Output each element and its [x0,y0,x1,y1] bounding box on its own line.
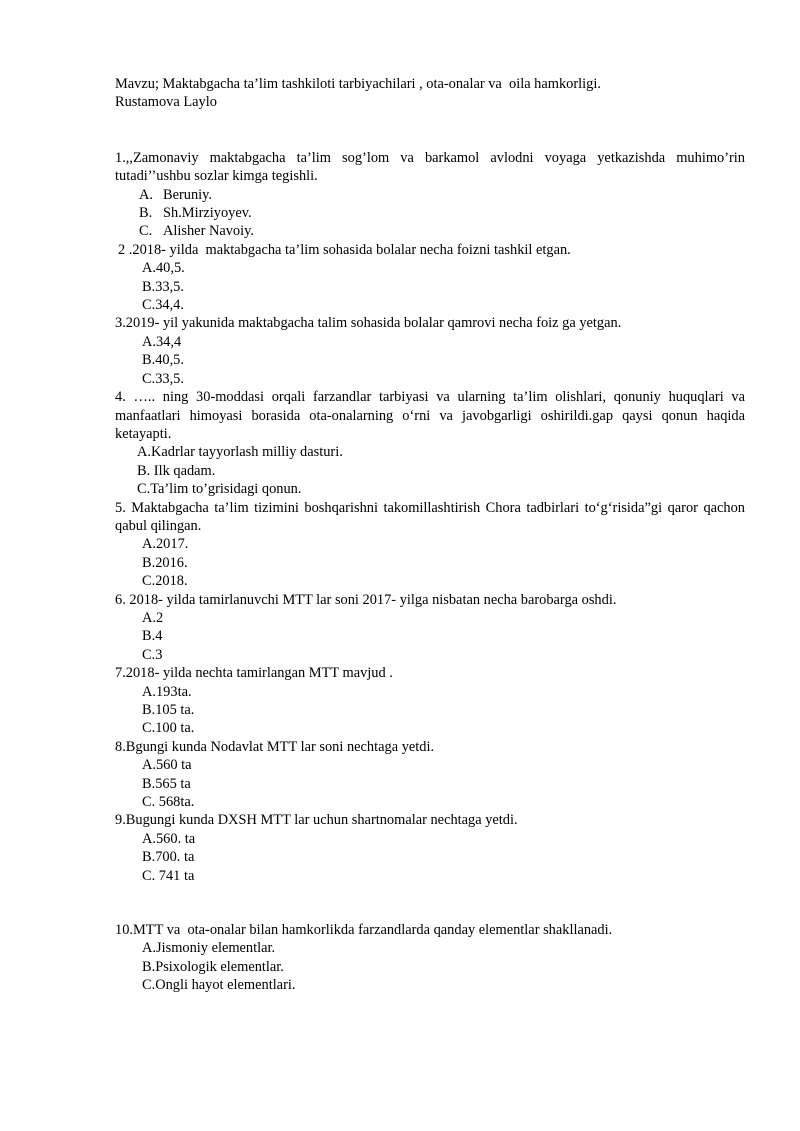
question-3: 3.2019- yil yakunida maktabgacha talim sohasida bolalar qamrovi necha foiz ga yetgan. [115,315,622,332]
question-5-option-b: B.2016. [142,554,188,571]
question-5-option-c: C.2018. [142,573,188,590]
option-label: A. [139,186,153,203]
question-9-option-c: C. 741 ta [142,867,195,884]
question-10-option-a: A.Jismoniy elementlar. [142,940,276,957]
option-text: Alisher Navoiy. [163,223,254,240]
question-10: 10.MTT va ota-onalar bilan hamkorlikda farzandlarda qanday elementlar shakllanadi. [115,922,613,939]
option-text: Sh.Mirziyoyev. [163,205,252,222]
question-2-option-b: B.33,5. [142,278,184,295]
option-label: C. [139,223,153,240]
question-9-option-a: A.560. ta [142,830,196,847]
question-8-option-b: B.565 ta [142,775,191,792]
question-6-option-a: A.2 [142,609,164,626]
spacer [115,885,745,921]
question-4-option-a: A.Kadrlar tayyorlash milliy dasturi. [137,444,343,461]
spacer [115,112,745,149]
question-5: 5. Maktabgacha ta’lim tizimini boshqarishni takomillashtirish Chora tadbirlari to‘g‘risida”gi qaror qachon qabul qilingan. [115,499,745,534]
question-1-options [115,186,745,241]
question-6-option-b: B.4 [142,628,163,645]
question-10-option-c: C.Ongli hayot elementlari. [142,977,296,994]
option-c [139,222,745,240]
question-2-option-a: A.40,5. [142,260,185,277]
author-line: Rustamova Laylo [115,94,217,111]
question-7: 7.2018- yilda nechta tamirlangan MTT mavjud . [115,665,393,682]
option-label: B. [139,205,153,222]
question-3-option-a: A.34,4 [142,333,182,350]
question-10-option-b: B.Psixologik elementlar. [142,958,284,975]
question-1: 1.,,Zamonaviy maktabgacha ta’lim sog’lom va barkamol avlodni voyaga yetkazishda muhimo’rin tutadi’’ushbu sozlar kimga tegishli. [115,149,745,185]
question-2-option-c: C.34,4. [142,297,184,314]
question-8: 8.Bgungi kunda Nodavlat MTT lar soni nechtaga yetdi. [115,738,435,755]
question-4-option-b: B. Ilk qadam. [137,462,216,479]
question-9: 9.Bugungi kunda DXSH MTT lar uchun shartnomalar nechtaga yetdi. [115,812,518,829]
question-6-option-c: C.3 [142,646,163,663]
question-9-option-b: B.700. ta [142,849,195,866]
question-4-option-c: C.Ta’lim to’grisidagi qonun. [137,481,302,498]
option-b [139,204,745,222]
question-7-option-b: B.105 ta. [142,702,195,718]
question-3-option-c: C.33,5. [142,370,184,387]
question-3-option-b: B.40,5. [142,352,184,369]
question-8-option-a: A.560 ta [142,757,192,774]
question-8-option-c: C. 568ta. [142,794,195,811]
option-a [139,186,745,204]
question-5-option-a: A.2017. [142,536,189,553]
question-4: 4. ….. ning 30-moddasi orqali farzandlar tarbiyasi va ularning ta’lim olishlari, qonuniy huquqlari va manfaatlari himoyasi borasida ota-onalarning o‘rni va javobgarligi oshirildi.gap qaysi qonun haqida ketayapti. [115,389,745,442]
question-6: 6. 2018- yilda tamirlanuvchi MTT lar soni 2017- yilga nisbatan necha barobarga oshdi. [115,591,617,608]
question-2: 2 .2018- yilda maktabgacha ta’lim sohasida bolalar necha foizni tashkil etgan. [118,241,571,258]
question-7-option-c: C.100 ta. [142,720,195,737]
question-7-option-a: A.193ta. [142,683,192,700]
document-page [115,75,745,995]
option-text: Beruniy. [163,186,213,203]
topic-line: Mavzu; Maktabgacha ta’lim tashkiloti tarbiyachilari , ota-onalar va oila hamkorligi. [115,76,601,92]
